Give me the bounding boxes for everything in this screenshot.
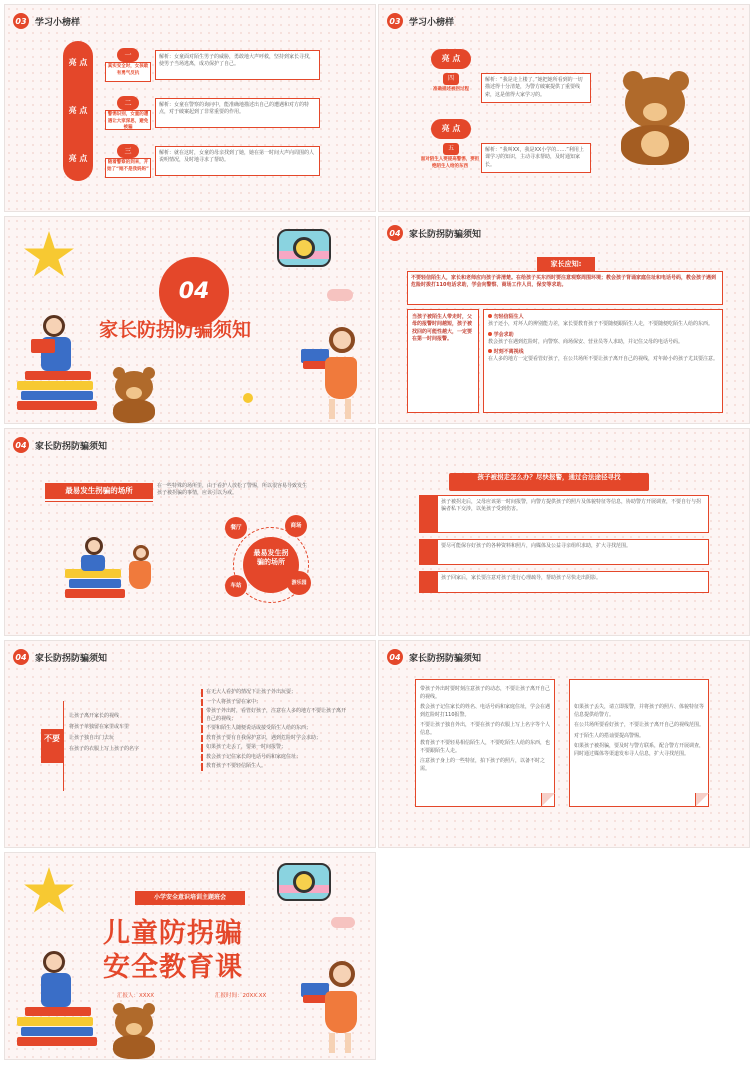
report-time-text: 汇报时间：20XX.XX — [215, 993, 267, 999]
slide-title: 学习小榜样 — [35, 17, 81, 28]
bullet-dot — [488, 332, 492, 336]
slide-if-child-lost[interactable] — [378, 428, 750, 636]
slide-header — [387, 225, 481, 241]
banner-underline — [45, 501, 153, 502]
note-1-line: 注意孩子身上的一些特征，拍下孩子的照片，以备不时之需。 — [420, 758, 546, 772]
points-box — [483, 309, 723, 413]
section-badge: 04 — [387, 225, 403, 241]
bullet-dot — [488, 314, 492, 318]
slide-header — [13, 13, 80, 29]
point-title-2: 学会求助 — [493, 331, 514, 338]
main-title-line1: 儿童防拐骗 — [103, 918, 243, 949]
note-2-line: 对于陌生人的搭讪要提高警惕。 — [574, 732, 645, 739]
places-description: 在一些特殊的场所里，由于看护人放松了警惕，所以很容易导致发生孩子被拐骗的事情，应该引以为戒。 — [157, 483, 308, 497]
item-name-4: 准确描述被拐过程 — [433, 87, 469, 92]
teddy-bear-small — [109, 1003, 159, 1059]
section-badge: 04 — [13, 649, 29, 665]
do-not-right-list — [201, 689, 347, 771]
row-name-2: 警惕识别，女童的遭遇让大家深思，避免被骗 — [105, 110, 151, 130]
right-list-item: 如果孩子走丢了，要第一时间报警； — [201, 744, 347, 752]
slide-section-04[interactable] — [4, 216, 376, 424]
highlight-tag-4: 亮 点 — [431, 49, 471, 69]
right-list-item: 教育孩子不要轻信陌生人。 — [201, 763, 347, 771]
right-list-item: 一个人将孩子留在家中； — [201, 699, 347, 707]
row-text-2: 解析：女童在警察的询问中，能准确地描述出自己的遭遇和对方的特点，对于破案起到了非常重要的作用。 — [155, 98, 320, 128]
right-list-item: 不要和陌生人随便说话或接受陌生人给的东西； — [201, 725, 347, 733]
note-card-1 — [415, 679, 555, 807]
kids-reading-illustration — [65, 537, 161, 627]
lost-child-item-3: 孩子回家后，家长要注意对孩子进行心理疏导，帮助孩子尽快走出阴影。 — [437, 571, 709, 593]
camera-illustration — [277, 863, 331, 901]
point-text-3: 在人多的地方一定要看管好孩子，在公共场所不要让孩子离开自己的视线，对年龄小的孩子尤其要注意。 — [488, 356, 719, 363]
slide-do-not-list[interactable] — [4, 640, 376, 848]
right-list-item: 教育孩子要有自我保护意识，遇到危险时学会求助； — [201, 735, 347, 743]
point-text-2: 教会孩子在遇到危险时，向警察、商场保安、营业员等人求助，并记住父母的电话号码。 — [488, 338, 684, 345]
star-illustration — [23, 867, 75, 917]
left-list-item: 在孩子的衣服上写上孩子的名字 — [69, 746, 140, 752]
risky-places-banner: 最易发生拐骗的场所 — [45, 483, 153, 499]
books-kid-illustration — [13, 357, 103, 421]
do-not-left-list — [69, 711, 189, 755]
intro-box: 不要轻信陌生人，家长和老师应向孩子讲清楚。在给孩子买东西时要注意观察周围环境；教会孩子背诵家庭住址和电话号码，教会孩子遇到危险时拨打110电话求助，学会向警察、商场工作人员、保安等求助。 — [407, 271, 723, 305]
note-1-line: 不要让孩子独自外出，不要在孩子的衣服上写上名字等个人信息。 — [420, 722, 551, 736]
sun-decoration — [243, 393, 253, 403]
note-card-2-text — [574, 704, 704, 758]
slide-parent-knowledge[interactable] — [378, 216, 750, 424]
highlight-tag-5: 亮 点 — [431, 119, 471, 139]
slide-header — [13, 649, 107, 665]
teddy-bear-small — [109, 367, 159, 423]
slide-notes[interactable] — [378, 640, 750, 848]
section-badge: 04 — [13, 437, 29, 453]
cloud-decoration — [331, 917, 355, 928]
place-mall: 商场 — [285, 515, 307, 537]
left-list-item: 将孩子单独留在家里或车里 — [69, 724, 130, 730]
row-number-3: 三 — [117, 144, 139, 158]
books-kid-illustration — [13, 993, 103, 1057]
section-number-circle: 04 — [159, 257, 229, 327]
note-1-line: 带孩子外出时要时刻注意孩子的动态，不要让孩子离开自己的视线。 — [420, 686, 551, 700]
note-2-line: 如果孩子被拐骗，要及时与警方联系，配合警方开展调查，同时通过媒体等渠道发布寻人信息，扩大寻找范围。 — [574, 743, 705, 757]
slide-header — [387, 649, 481, 665]
row-text-1: 解析：女童面对陌生男子的威胁，勇敢地大声呼救，坚持到家长寻找，使男子当场逃离，成功保护了自己。 — [155, 50, 320, 80]
point-title-3: 时刻不离视线 — [493, 349, 524, 355]
lost-child-banner: 孩子被拐走怎么办？尽快报警，通过合法途径寻找 — [449, 473, 649, 491]
point-title-1: 勿轻信陌生人 — [493, 314, 524, 320]
star-illustration — [23, 231, 75, 281]
note-1-line: 教会孩子记住家长的姓名、电话号码和家庭住址，学会在遇到危险时打110报警。 — [420, 704, 551, 718]
item-text-5: 解析：“我叫XX，我是XX小学的……”利用上课学习的知识，主动寻求帮助，及时通知家长。 — [481, 143, 591, 173]
slide-header — [387, 13, 454, 29]
item-number-5: 五 — [443, 143, 459, 155]
slide-title: 家长防拐防骗须知 — [409, 653, 482, 664]
item-marker-1 — [419, 495, 437, 533]
right-list-item: 带孩子外出时，看管好孩子，注意在人多的地方不要让孩子离开自己的视线； — [201, 708, 347, 723]
item-marker-3 — [419, 571, 437, 593]
page-fold — [695, 793, 709, 807]
section-badge: 03 — [13, 13, 29, 29]
slide-learning-models-2[interactable] — [378, 4, 750, 212]
reporter-text: 汇报人：XXXX — [117, 993, 155, 999]
lost-child-item-1: 孩子被拐走后，父母应该第一时间报警，向警方提供孩子的照片及体貌特征等信息，协助警方开展调查，不要自行与拐骗者私下交涉，以免孩子受到伤害。 — [437, 495, 709, 533]
section-badge: 04 — [387, 649, 403, 665]
section-badge: 03 — [387, 13, 403, 29]
place-amusement-park: 游乐园 — [287, 571, 311, 595]
slide-header — [13, 437, 107, 453]
slide-title: 学习小榜样 — [409, 17, 455, 28]
note-1-line: 教育孩子不要轻易相信陌生人，不要吃陌生人给的东西，也不要跟陌生人走。 — [420, 740, 551, 754]
row-name-1: 真实安全时，女孩敢有勇气反抗 — [105, 62, 151, 82]
point-text-1: 孩子还小，对坏人的辨别能力差，家长要教育孩子不要随便跟陌生人走，不要随便吃陌生人给的东西。 — [488, 321, 714, 328]
note-2-line: 在公共场所要看好孩子，不要让孩子离开自己的视线范围。 — [574, 722, 705, 728]
row-number-2: 二 — [117, 96, 139, 110]
note-card-1-text — [420, 686, 550, 773]
slide-risky-places[interactable] — [4, 428, 376, 636]
report-advice-box: 当孩子被陌生人带走时，父母的报警时间越短，孩子被找回的可能性越大，一定要在第一时间报警。 — [407, 309, 479, 413]
item-marker-2 — [419, 539, 437, 565]
girl-with-books-illustration — [301, 327, 371, 423]
main-title-line2: 安全教育课 — [103, 952, 243, 983]
center-circle: 最易发生拐骗的场所 — [243, 537, 299, 593]
girl-with-books-illustration — [301, 961, 371, 1057]
section-title: 家长防拐防骗须知 — [99, 319, 252, 341]
slide-learning-models-1[interactable] — [4, 4, 376, 212]
highlight-label-1: 亮 点 — [68, 58, 88, 67]
class-meeting-banner: 小学安全意识培训主题班会 — [135, 891, 245, 905]
slide-title: 家长防拐防骗须知 — [409, 229, 482, 240]
cloud-decoration — [327, 289, 353, 301]
left-list-line — [63, 701, 64, 791]
slide-title: 家长防拐防骗须知 — [35, 441, 108, 452]
lost-child-item-2: 要尽可能保存好孩子的各种资料和照片，向媒体及公益寻亲组织求助，扩大寻找范围。 — [437, 539, 709, 565]
left-list-item: 让孩子独自出门去玩 — [69, 735, 115, 741]
item-name-5: 面对陌生人要提高警惕，要拒绝陌生人给的东西 — [420, 157, 480, 169]
camera-illustration — [277, 229, 331, 267]
slide-title: 家长防拐防骗须知 — [35, 653, 108, 664]
row-number-1: 一 — [117, 48, 139, 62]
left-list-item: 让孩子离开家长的视线 — [69, 713, 120, 719]
right-list-item: 教会孩子记住家长的电话号码和家庭住址； — [201, 754, 347, 762]
page-fold — [541, 793, 555, 807]
bullet-dot — [488, 349, 492, 353]
note-2-line: 如果孩子丢失，请立即报警，并将孩子的照片、体貌特征等信息提供给警方。 — [574, 704, 705, 718]
row-name-3: 随着警察的到来，开始了“她不是我妈妈” — [105, 158, 151, 178]
place-restaurant: 餐厅 — [225, 517, 247, 539]
do-not-label: 不要 — [41, 729, 63, 763]
place-station: 车站 — [225, 575, 247, 597]
highlight-label-3: 亮 点 — [68, 154, 88, 163]
note-card-2 — [569, 679, 709, 807]
row-text-3: 解析：就在这时，女童的母亲找到了她，她在第一时间大声向周围的人说明情况，及时地寻求了帮助。 — [155, 146, 320, 176]
parent-knowledge-tag: 家长应知: — [537, 257, 595, 271]
highlight-label-2: 亮 点 — [68, 106, 88, 115]
item-text-4: 解析：“我是走上楼了。”她把她所看到的一切描述得十分清楚，为警方破案提供了重要线索，这是值得大家学习的。 — [481, 73, 591, 103]
slide-closing[interactable] — [4, 852, 376, 1060]
right-list-item: 在无大人看护的情况下让孩子外出玩耍； — [201, 689, 347, 697]
item-number-4: 四 — [443, 73, 459, 85]
teddy-bear-illustration — [617, 69, 693, 169]
